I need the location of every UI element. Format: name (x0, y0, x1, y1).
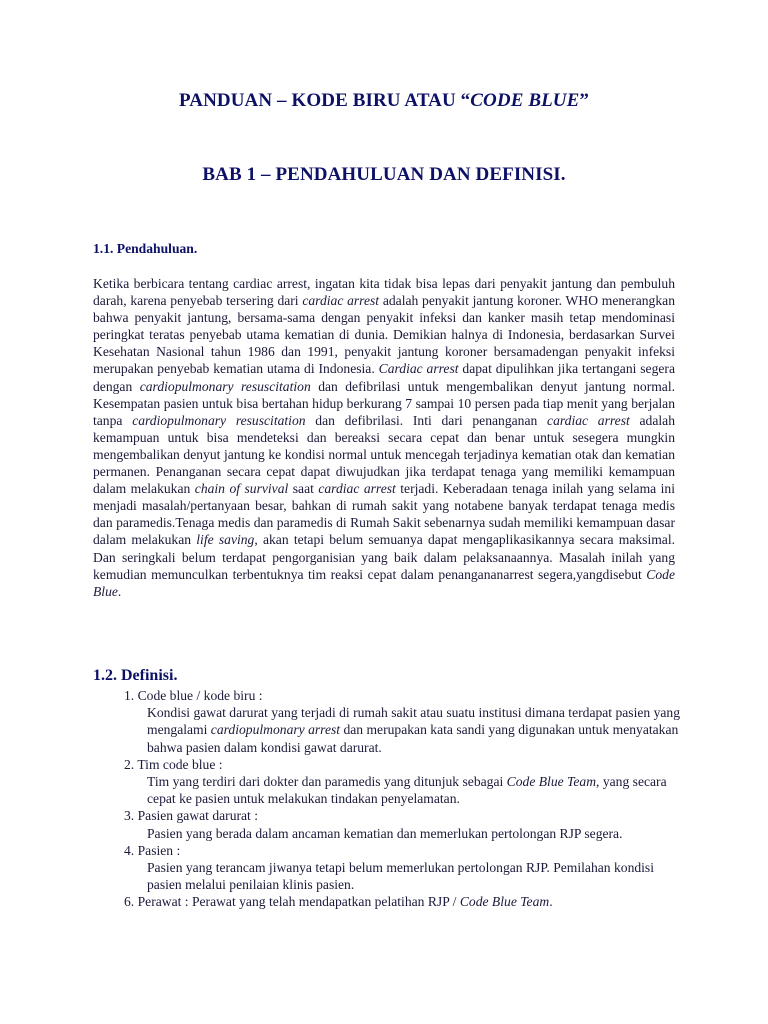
definition-term (124, 756, 684, 773)
definition-term (124, 687, 684, 704)
text-run: saat (288, 481, 319, 497)
italic-text-run: Code Blue (93, 566, 675, 599)
italic-text-run: life saving (196, 532, 255, 548)
italic-text-run: cardiopulmonary resuscitation (139, 378, 311, 394)
text-run: 6. Perawat : Perawat yang telah mendapatkan pelatihan RJP / (124, 894, 460, 910)
text-run: 4. Pasien : (124, 842, 181, 858)
definition-text (124, 859, 684, 893)
text-run: , akan tetapi belum semuanya dapat mengaplikasikannya secara maksimal. Dan seringkali belum terdapat pengorganisian yang baik dalam pelaksanaannya. Masalah inilah yang kemudian memunculkan terbentuknya tim reaksi cepat dalam penangananarrest segera,yangdisebut (93, 532, 676, 582)
text-run: Kondisi gawat darurat yang terjadi di rumah sakit atau suatu institusi dimana terdapat pasien yang mengalami (147, 705, 681, 738)
definition-text (124, 773, 684, 807)
text-run: dan defibrilasi. Inti dari penanganan (305, 412, 548, 428)
italic-text-run: chain of survival (194, 481, 289, 497)
definition-term (124, 807, 684, 824)
italic-text-run: cardiac arrest (318, 481, 396, 497)
text-run: terjadi. Keberadaan tenaga inilah yang selama ini menjadi masalah/pertanyaan besar, bahkan di rumah sakit yang notabene banyak terdapat tenaga medis dan paramedis.Tenaga medis dan paramedis di Rumah Sakit sebenarnya sudah memiliki kemampuan dasar dalam melakukan (93, 481, 675, 548)
text-run: dapat dipulihkan jika tertangani segera dengan (93, 361, 675, 394)
italic-text-run: Code Blue Team (506, 774, 597, 790)
section-paragraph-pendahuluan (93, 275, 675, 600)
section-heading-definisi: 1.2. Definisi. (93, 667, 178, 684)
definition-item (124, 893, 684, 910)
text-run: dan defibrilasi untuk mengembalikan denyut jantung normal. Kesempatan pasien untuk bisa bertahan hidup berkurang 7 sampai 10 persen pada tiap menit yang berjalan tanpa (93, 378, 676, 428)
text-run: Tim yang terdiri dari dokter dan paramedis yang ditunjuk sebagai (147, 774, 507, 790)
definition-item (124, 756, 684, 808)
definition-item (124, 842, 684, 894)
italic-text-run: cardiopulmonary resuscitation (132, 412, 306, 428)
chapter-title: BAB 1 – PENDAHULUAN DAN DEFINISI. (202, 164, 566, 185)
italic-text-run: Code Blue Team (459, 894, 550, 910)
italic-text-run: cardiac arrest (302, 293, 380, 309)
document-title (0, 90, 768, 112)
text-run: . (117, 583, 122, 599)
text-run: adalah kemampuan untuk bisa mendeteksi dan bereaksi secara cepat dan benar untuk sesegera mungkin mengembalikan denyut jantung ke kondisi normal untuk mencegah terjadinya kematian otak dan kematian permanen. Penanganan secara cepat dapat diwujudkan jika terdapat tenaga yang memiliki kemampuan dalam melakukan (93, 412, 675, 497)
definition-term (124, 893, 684, 910)
text-run: dan merupakan kata sandi yang digunakan untuk menyatakan bahwa pasien dalam kondisi gawat darurat. (147, 722, 679, 755)
section-heading-pendahuluan: 1.1. Pendahuluan. (93, 241, 198, 256)
text-run: 2. Tim code blue : (124, 756, 223, 772)
document-title-prefix: PANDUAN – KODE BIRU ATAU “ (178, 90, 471, 111)
text-run: . (549, 894, 553, 910)
text-run: adalah penyakit jantung koroner. WHO menerangkan bahwa penyakit jantung, bersama-sama dengan penyakit infeksi dan kanker masih tetap mendominasi peringkat teratas penyebab utama kematian di dunia. Demikian halnya di Indonesia, berdasarkan Survei Kesehatan Nasional tahun 1986 dan 1991, penyakit jantung koroner bersamadengan penyakit infeksi merupakan penyebab kematian utama di Indonesia. (93, 293, 675, 377)
italic-text-run: cardiopulmonary arrest (210, 722, 341, 738)
document-title-italic: CODE BLUE (470, 90, 580, 111)
definition-text (124, 825, 684, 842)
text-run: , yang secara cepat ke pasien untuk melakukan tindakan penyelamatan. (147, 774, 667, 807)
text-run: Pasien yang berada dalam ancaman kematian dan memerlukan pertolongan RJP segera. (147, 825, 623, 841)
definition-list (124, 687, 684, 911)
definition-term (124, 842, 684, 859)
text-run: Pasien yang terancam jiwanya tetapi belum memerlukan pertolongan RJP. Pemilahan kondisi pasien melalui penilaian klinis pasien. (147, 860, 655, 893)
definition-text (124, 704, 684, 756)
definition-item (124, 807, 684, 841)
text-run: Ketika berbicara tentang cardiac arrest, ingatan kita tidak bisa lepas dari penyakit jantung dan pembuluh darah, karena penyebab tersering dari (93, 276, 675, 309)
text-run: 1. Code blue / kode biru : (124, 688, 263, 703)
text-run: 3. Pasien gawat darurat : (124, 808, 259, 824)
italic-text-run: cardiac arrest (547, 412, 630, 428)
document-title-suffix: ” (579, 90, 590, 111)
italic-text-run: Cardiac arrest (378, 361, 459, 377)
definition-item (124, 687, 684, 756)
